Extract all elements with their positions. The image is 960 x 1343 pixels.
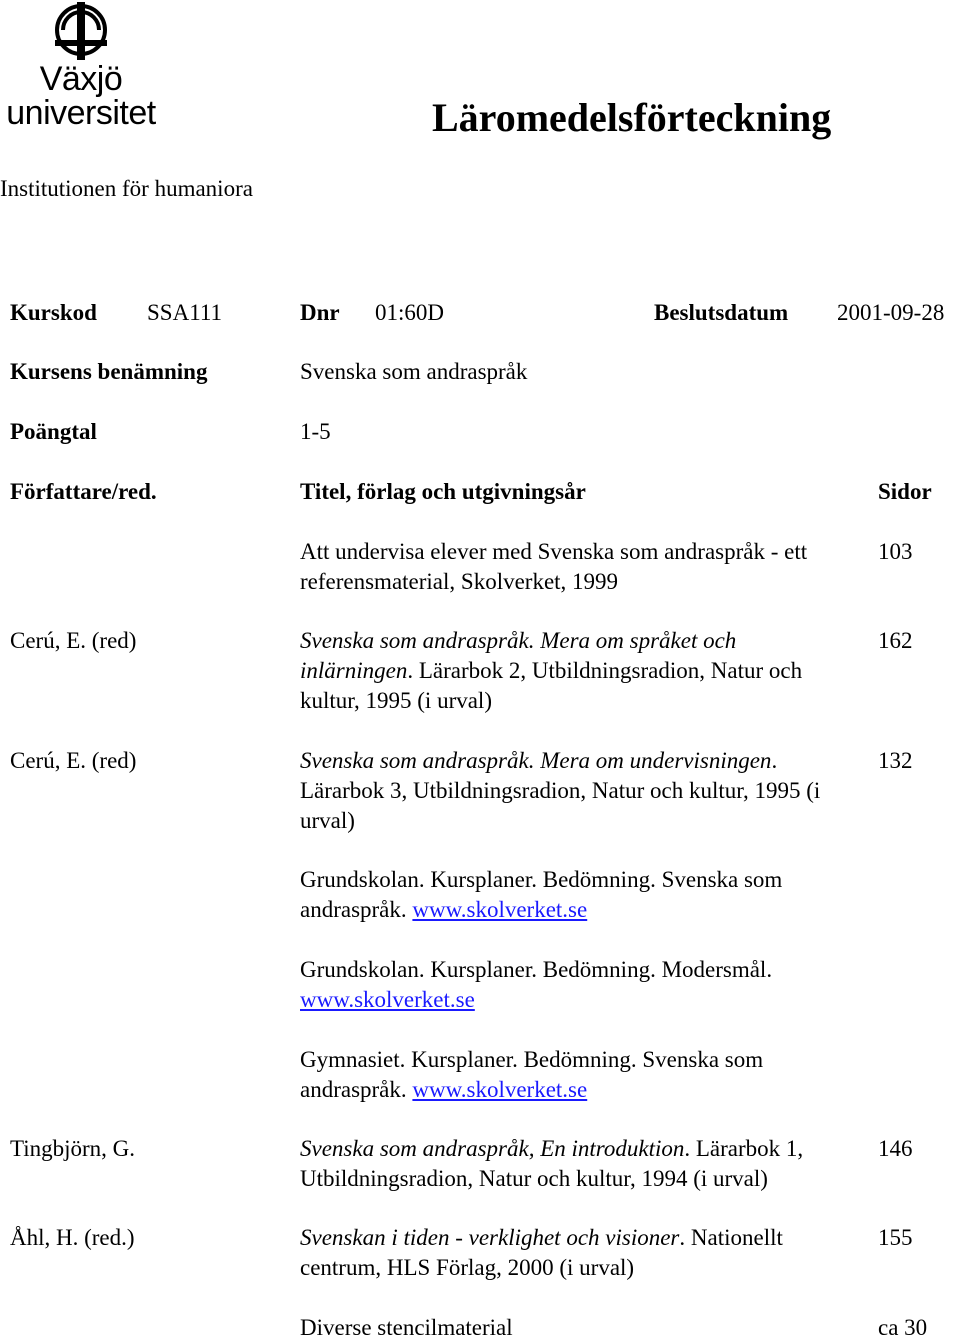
table-row-pages: 155 bbox=[878, 1225, 913, 1250]
course-code-label: Kurskod bbox=[10, 300, 97, 325]
table-row-pages: 103 bbox=[878, 539, 913, 564]
skolverket-link[interactable]: www.skolverket.se bbox=[412, 897, 588, 922]
table-row-pages: 162 bbox=[878, 628, 913, 653]
skolverket-link[interactable]: www.skolverket.se bbox=[412, 1077, 588, 1102]
title-rest: Att undervisa elever med Svenska som andraspråk - ett referensmaterial, Skolverket, 1999 bbox=[300, 539, 808, 594]
title-rest: . Lärarbok 3, Utbildningsradion, Natur och kultur, 1995 (i urval) bbox=[300, 748, 821, 833]
decision-date-label: Beslutsdatum bbox=[654, 300, 789, 325]
title-rest: Grundskolan. Kursplaner. Bedömning. Svenska som andraspråk. bbox=[300, 867, 783, 922]
title-rest: Diverse stencilmaterial bbox=[300, 1315, 513, 1340]
table-row-author: Åhl, H. (red.) bbox=[10, 1225, 135, 1250]
table-row-title bbox=[300, 1223, 860, 1283]
course-name: Svenska som andraspråk bbox=[300, 359, 528, 384]
logo-line-1: Växjö bbox=[39, 60, 123, 98]
column-header-pages: Sidor bbox=[878, 479, 932, 504]
department: Institutionen för humaniora bbox=[0, 176, 253, 201]
decision-date: 2001-09-28 bbox=[837, 300, 945, 325]
table-row-pages: 132 bbox=[878, 748, 913, 773]
table-row-author: Cerú, E. (red) bbox=[10, 748, 137, 773]
course-name-label: Kursens benämning bbox=[10, 359, 208, 384]
points-label: Poängtal bbox=[10, 419, 97, 444]
table-row-title bbox=[300, 1313, 860, 1343]
table-row-title bbox=[300, 1134, 860, 1194]
title-italic: Svenska som andraspråk, En introduktion bbox=[300, 1136, 685, 1161]
title-italic: Svenska som andraspråk. Mera om språket och inlärningen bbox=[300, 628, 737, 683]
university-logo bbox=[0, 0, 162, 140]
table-row-title bbox=[300, 626, 830, 716]
logo-line-2: universitet bbox=[6, 94, 156, 132]
page-title: Läromedelsförteckning bbox=[432, 95, 832, 140]
dnr-label: Dnr bbox=[300, 300, 340, 325]
column-header-author: Författare/red. bbox=[10, 479, 157, 504]
title-rest: Gymnasiet. Kursplaner. Bedömning. Svenska som andraspråk. bbox=[300, 1047, 764, 1102]
logo-wordmark bbox=[0, 62, 162, 130]
dnr-value: 01:60D bbox=[375, 300, 444, 325]
table-row-pages: ca 30 bbox=[878, 1315, 928, 1340]
table-row-author: Cerú, E. (red) bbox=[10, 628, 137, 653]
title-rest: . Lärarbok 1, Utbildningsradion, Natur och kultur, 1994 (i urval) bbox=[300, 1136, 804, 1191]
title-rest: . Lärarbok 2, Utbildningsradion, Natur och kultur, 1995 (i urval) bbox=[300, 658, 803, 713]
table-row-pages: 146 bbox=[878, 1136, 913, 1161]
points-value: 1-5 bbox=[300, 419, 331, 444]
title-rest: . Nationellt centrum, HLS Förlag, 2000 (i urval) bbox=[300, 1225, 783, 1280]
table-row-title bbox=[300, 746, 845, 836]
table-row-title bbox=[300, 1045, 845, 1105]
table-row-title bbox=[300, 537, 845, 597]
title-italic: Svenskan i tiden - verklighet och visioner bbox=[300, 1225, 680, 1250]
table-row-title bbox=[300, 955, 845, 1015]
university-emblem-icon bbox=[0, 0, 162, 62]
table-row-author: Tingbjörn, G. bbox=[10, 1136, 136, 1161]
skolverket-link[interactable]: www.skolverket.se bbox=[300, 987, 475, 1012]
table-row-title bbox=[300, 865, 845, 925]
course-code: SSA111 bbox=[147, 300, 222, 325]
title-rest: Grundskolan. Kursplaner. Bedömning. Modersmål. bbox=[300, 957, 773, 982]
title-italic: Svenska som andraspråk. Mera om undervisningen bbox=[300, 748, 772, 773]
column-header-title: Titel, förlag och utgivningsår bbox=[300, 479, 586, 504]
